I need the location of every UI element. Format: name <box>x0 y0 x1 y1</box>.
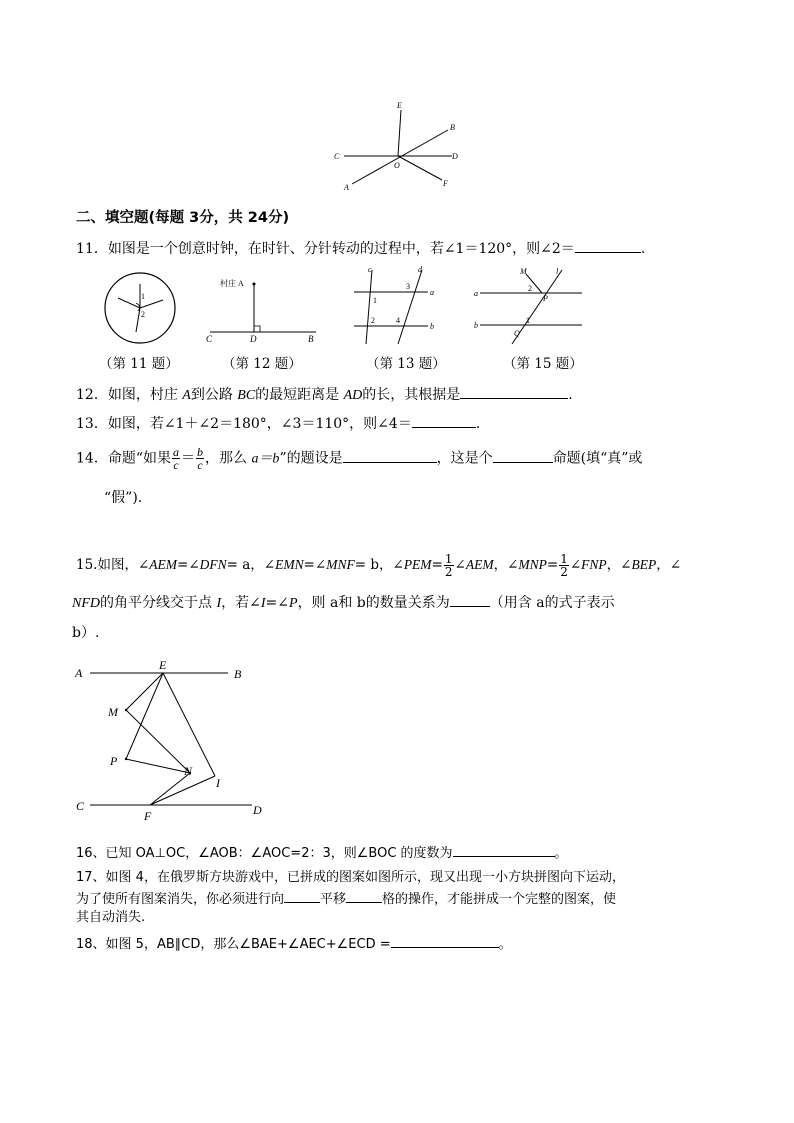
label-E: E <box>397 101 402 110</box>
fig15-label-F: F <box>144 809 152 823</box>
question-17-line3: 其自动消失. <box>76 910 146 925</box>
figure-12-village <box>200 270 325 350</box>
question-14 <box>76 446 642 471</box>
fig11-caption: （第 11 题） <box>99 356 179 372</box>
fig15-label-M: M <box>108 705 118 719</box>
figure-11-clock <box>100 270 182 350</box>
fig15s-label-a: a <box>474 289 478 298</box>
fig15-label-D: D <box>253 803 262 817</box>
figure-15-large <box>70 656 270 824</box>
fig15-label-A: A <box>75 666 83 680</box>
q14-mid2: ”的题设是 <box>279 450 343 467</box>
fig12-label-C: C <box>206 334 213 344</box>
label-F: F <box>443 179 448 188</box>
q15-blank[interactable] <box>450 593 490 607</box>
q12-blank[interactable] <box>460 385 568 399</box>
q12-mid2: 的最短距离是 <box>255 387 344 403</box>
q16-blank[interactable] <box>453 843 555 857</box>
fig15s-label-l: l <box>556 267 559 276</box>
q18-blank[interactable] <box>391 934 499 948</box>
fig13-caption: （第 13 题） <box>366 356 446 372</box>
q14-mid3: ，这是个 <box>436 450 493 467</box>
fig15s-label-M: M <box>520 267 527 276</box>
q12-mid3: 的长，其根据是 <box>362 387 461 403</box>
q17-blank-1[interactable] <box>284 889 320 903</box>
question-16: 16、已知 OA⊥OC，∠AOB：∠AOC=2：3，则∠BOC 的度数为 。 <box>76 843 568 863</box>
fig13-label-3: 3 <box>406 282 410 291</box>
fig15-label-C: C <box>76 799 85 813</box>
fig15s-label-b: b <box>474 321 478 330</box>
fig11-label-2: 2 <box>141 310 145 319</box>
q13-blank[interactable] <box>412 414 476 428</box>
q14-mid4: 命题(填“真”或 <box>552 450 643 467</box>
q12-BC: BC <box>237 388 256 403</box>
question-12 <box>76 385 573 405</box>
question-11 <box>76 239 645 258</box>
q11-text: 11．如图是一个创意时钟，在时针、分针转动的过程中，若∠1＝120°，则∠2＝ <box>76 241 575 257</box>
q14-frac-b-c: $\frac{b}{c}$ <box>196 445 203 472</box>
q14-blank-2[interactable] <box>493 449 553 463</box>
fig15-label-B: B <box>234 667 242 681</box>
fig13-label-d: d <box>418 265 422 274</box>
fig15s-caption: （第 15 题） <box>503 356 583 372</box>
fig13-label-2: 2 <box>371 316 375 325</box>
fig13-label-1: 1 <box>373 296 377 305</box>
figure-15-small <box>470 264 590 350</box>
q14-pre: 14．命题“如果 <box>76 450 171 467</box>
figure-13-parallel <box>350 264 440 350</box>
q12-end: . <box>568 387 573 403</box>
question-17-line1: 17、如图 4，在俄罗斯方块游戏中，已拼成的图案如图所示，现又出现一小方块拼图向下运动， <box>76 870 625 885</box>
question-18: 18、如图 5，AB∥CD，那么∠BAE+∠AEC+∠ECD = 。 <box>76 934 512 954</box>
q11-end: . <box>640 241 646 257</box>
fig12-village-label: 村庄 A <box>220 279 244 288</box>
q14-blank-1[interactable] <box>343 449 437 463</box>
q12-AD: AD <box>343 388 363 403</box>
fig15s-label-P: P <box>543 294 548 303</box>
line-EO <box>398 110 401 156</box>
fig12-caption: （第 12 题） <box>222 356 302 372</box>
label-O: O <box>394 161 400 170</box>
question-17-line2: 为了使所有图案消失，你必须进行向 平移 格的操作，才能拼成一个完整的图案，使 <box>76 889 616 909</box>
label-B: B <box>450 123 455 132</box>
line-OF <box>398 156 442 180</box>
fig11-label-1: 1 <box>141 292 145 301</box>
q14-eq: ＝ <box>180 450 195 467</box>
q14-ab: a＝b <box>251 451 280 467</box>
q15-half-2: $\frac{1}{2}$ <box>560 552 568 579</box>
q12-pre: 12．如图，村庄 <box>76 387 183 403</box>
fig15-label-P: P <box>110 754 118 768</box>
label-A: A <box>344 183 349 192</box>
top-figure <box>330 98 470 194</box>
fig15-label-I: I <box>216 776 220 790</box>
fig13-label-a: a <box>430 288 434 297</box>
q14-mid: ，那么 <box>204 450 252 467</box>
question-15: 15.如图，∠AEM=∠DFN= a，∠EMN=∠MNF= b，∠PEM= $\frac{1}{2}$ ∠AEM，∠MNP= $\frac{1}{2}$ ∠FNP，∠BEP，∠ <box>76 552 682 579</box>
q15-line2: NFD的角平分线交于点 I，若∠I=∠P，则 a和 b的数量关系为 （用含 a的式子表示 <box>72 595 615 611</box>
question-13 <box>76 414 480 433</box>
label-D: D <box>452 152 458 161</box>
fig12-label-D: D <box>250 334 257 344</box>
q12-A: A <box>182 388 191 403</box>
q12-mid1: 到公路 <box>190 387 238 403</box>
fig13-label-c: c <box>368 265 372 274</box>
fig13-label-4: 4 <box>396 316 400 325</box>
fig12-label-B: B <box>308 334 314 344</box>
fig15-label-E: E <box>159 658 167 672</box>
section-title: 二、填空题(每题 3分，共 24分) <box>76 210 290 226</box>
fig15-label-N: N <box>184 764 193 778</box>
q17-blank-2[interactable] <box>346 889 382 903</box>
q13-end: . <box>475 416 481 432</box>
q15-half-1: $\frac{1}{2}$ <box>444 552 453 579</box>
q13-text: 13．如图，若∠1＋∠2＝180°，∠3＝110°，则∠4＝ <box>76 416 412 432</box>
label-C: C <box>334 152 340 161</box>
fig13-label-b: b <box>430 322 434 331</box>
fig15s-label-Q: Q <box>514 329 520 338</box>
q15-line3: b）. <box>72 625 100 641</box>
q14-frac-a-c: $\frac{a}{c}$ <box>172 445 179 472</box>
q14-line2: “假”). <box>104 490 143 506</box>
q11-blank[interactable] <box>575 239 641 253</box>
fig15s-label-1: 1 <box>526 316 530 325</box>
fig15s-label-2: 2 <box>528 284 532 293</box>
